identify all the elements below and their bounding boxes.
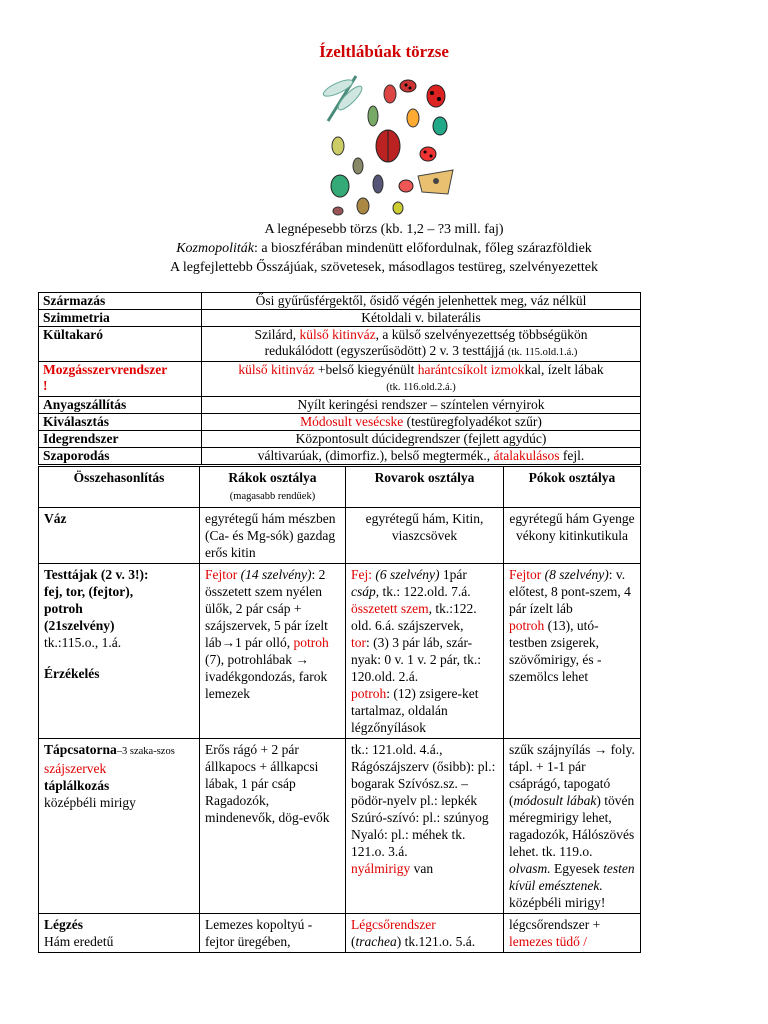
- table-row: Szaporodás váltivarúak, (dimorfiz.), belső megtermék., átalakulásos fejl.: [39, 448, 641, 465]
- table-row: Kültakaró Szilárd, külső kitinváz, a külső szelvényezettség többségükön redukálódott (egyszerűsödött) 2 v. 3 testtájjá (tk. 115.old.1.á.): [39, 327, 641, 362]
- intro-line-2: Kozmopoliták: a bioszférában mindenütt előfordulnak, főleg szárazföldiek: [176, 241, 592, 256]
- table-header-row: Összehasonlítás Rákok osztálya (magasabb rendűek) Rovarok osztálya Pókok osztálya: [39, 467, 641, 508]
- dragonfly-icon: [321, 76, 364, 121]
- intro-line-1: A legnépesebb törzs (kb. 1,2 – ?3 mill. faj): [264, 222, 504, 237]
- table-row: Tápcsatorna–3 szaka-szos szájszervek táplálkozás középbéli mirigy Erős rágó + 2 pár állkapocs + állkapcsi lábak, 1 pár csáp Ragadozók, mindenevők, dög-evők tk.: 121.old. 4.á., Rágószájszerv (ősibb): pl.: bogarak Szívósz.sz. – pödör-nyelv pl.: lepkék Szúró-szívó: pl.: szúnyog Nyaló: pl.: méhek tk. 121.o. 3.á. nyálmirigy van szűk szájnyílás → foly. tápl. + 1-1 pár csáprágó, tapogató (módosult lábak) tövén méregmirigy lehet, ragadozók, Hálószövés lehet. tk. 119.o. olvasm. Egyesek testen kívül emésztenek. középbéli mirigy!: [39, 739, 641, 914]
- comparison-table: [38, 466, 641, 953]
- table-row: Mozgásszervrendszer ! külső kitinváz +belső kiegyénült harántcsíkolt izmokkal, ízelt lábak (tk. 116.old.2.á.): [39, 362, 641, 397]
- table-row: Idegrendszer Központosult dúcidegrendszer (fejlett agydúc): [39, 431, 641, 448]
- table-row: Testtájak (2 v. 3!): fej, tor, (fejtor), potroh (21szelvény) tk.:115.o., 1.á. Érzékelés Fejtor (14 szelvény): 2 összetett szem nyélen ülők, 2 pár csáp + szájszervek, 5 pár ízelt láb→1 pár olló, potroh (7), potrohlábak → ivadékgondozás, farok lemezek Fej: (6 szelvény) 1pár csáp, tk.: 122.old. 7.á. összetett szem, tk.:122. old. 6.á. szájszervek, tor: (3) 3 pár láb, szár-nyak: 0 v. 1 v. 2 pár, tk.: 120.old. 2.á. potroh: (12) zsigere-ket tartalmaz, oldalán légzőnyílások Fejtor (8 szelvény): v. előtest, 8 pont-szem, 4 pár ízelt láb potroh (13), utó-testben zsigerek, szövőmirigy, és -szemölcs lehet: [39, 564, 641, 739]
- table-row: Váz egyrétegű hám mészben (Ca- és Mg-sók) gazdag erős kitin egyrétegű hám, Kitin, viaszcsövek egyrétegű hám Gyenge vékony kitinkutikula: [39, 508, 641, 564]
- intro-text: [0, 220, 768, 277]
- table-row: Kiválasztás Módosult vesécske (testüregfolyadékot szűr): [39, 414, 641, 431]
- characteristics-table: [38, 292, 641, 465]
- page-title: Ízeltlábúak törzse: [319, 42, 449, 61]
- insects-illustration: [318, 66, 458, 216]
- intro-line-3: A legfejlettebb Ősszájúak, szövetesek, másodlagos testüreg, szelvényezettek: [169, 260, 599, 275]
- table-row: Szimmetria Kétoldali v. bilaterális: [39, 310, 641, 327]
- table-row: Származás Ősi gyűrűsférgektől, ősidő végén jelenhettek meg, váz nélkül: [39, 293, 641, 310]
- table-row: Anyagszállítás Nyílt keringési rendszer – színtelen vérnyirok: [39, 397, 641, 414]
- table-row: Légzés Hám eredetű Lemezes kopoltyú - fejtor üregében, Légcsőrendszer (trachea) tk.121.o. 5.á. légcsőrendszer + lemezes tüdő /: [39, 914, 641, 953]
